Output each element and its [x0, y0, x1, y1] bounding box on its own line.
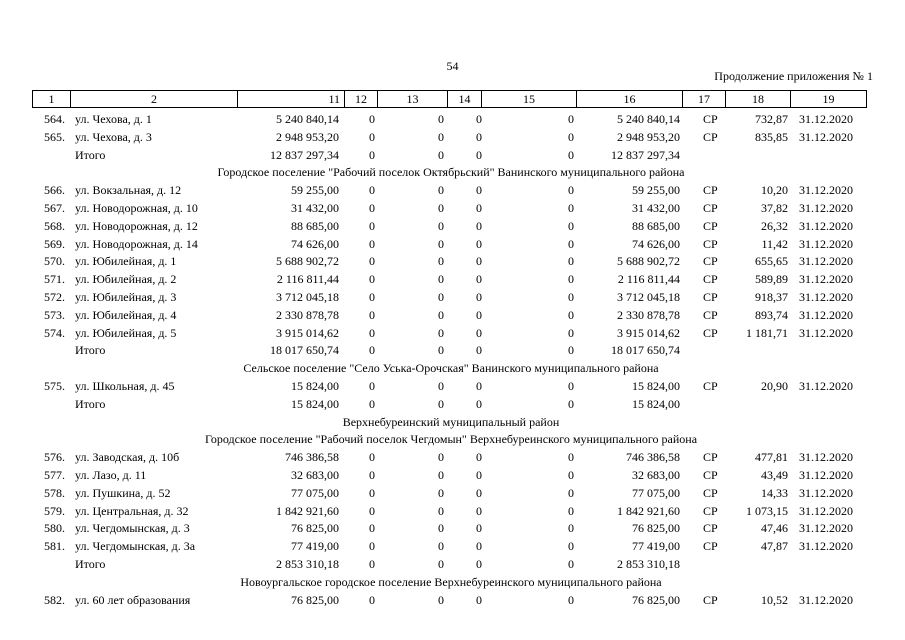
section-heading: Городское поселение "Рабочий поселок Чегдомын" Верхнебуреинского муниципального района: [204, 432, 698, 447]
col14-cell: 0: [476, 503, 482, 518]
col19-cell: 31.12.2020: [799, 378, 853, 393]
col16-cell: 2 116 811,44: [617, 272, 680, 287]
col11-cell: 746 386,58: [285, 450, 339, 465]
row-number: 573.: [44, 307, 65, 322]
col12-cell: 0: [369, 147, 375, 162]
section-heading-row: [32, 431, 870, 449]
col18-cell: 10,20: [761, 183, 788, 198]
col16-cell: 1 842 921,60: [617, 503, 680, 518]
address-cell: Итого: [75, 343, 106, 358]
col15-cell: 0: [568, 289, 574, 304]
address-cell: ул. Юбилейная, д. 1: [75, 254, 177, 269]
col19-cell: 31.12.2020: [799, 236, 853, 251]
col14-cell: 0: [476, 129, 482, 144]
address-cell: Итого: [75, 396, 106, 411]
col19-cell: 31.12.2020: [799, 289, 853, 304]
col13-cell: 0: [438, 129, 444, 144]
col14-cell: 0: [476, 200, 482, 215]
col19-cell: 31.12.2020: [799, 218, 853, 233]
col12-cell: 0: [369, 592, 375, 607]
col16-cell: 76 825,00: [632, 592, 680, 607]
col13-cell: 0: [438, 218, 444, 233]
col16-cell: 77 075,00: [632, 485, 680, 500]
col12-cell: 0: [369, 450, 375, 465]
col11-cell: 88 685,00: [291, 218, 339, 233]
col13-cell: 0: [438, 289, 444, 304]
col17-cell: СР: [703, 450, 718, 465]
table-row: [32, 111, 870, 129]
column-header: 14: [448, 91, 482, 108]
address-cell: ул. Юбилейная, д. 2: [75, 272, 177, 287]
col13-cell: 0: [438, 378, 444, 393]
total-row: [32, 556, 870, 574]
col14-cell: 0: [476, 450, 482, 465]
col16-cell: 15 824,00: [632, 378, 680, 393]
table-row: [32, 538, 870, 556]
col12-cell: 0: [369, 503, 375, 518]
col12-cell: 0: [369, 378, 375, 393]
column-header-row: [33, 91, 867, 108]
row-number: 582.: [44, 592, 65, 607]
table-row: [32, 129, 870, 147]
col13-cell: 0: [438, 254, 444, 269]
col18-cell: 655,65: [755, 254, 788, 269]
col12-cell: 0: [369, 556, 375, 571]
col18-cell: 37,82: [761, 200, 788, 215]
col16-cell: 74 626,00: [632, 236, 680, 251]
row-number: 566.: [44, 183, 65, 198]
table-row: [32, 592, 870, 610]
col18-cell: 835,85: [755, 129, 788, 144]
col11-cell: 32 683,00: [291, 467, 339, 482]
col13-cell: 0: [438, 503, 444, 518]
col16-cell: 18 017 650,74: [611, 343, 680, 358]
col11-cell: 2 116 811,44: [276, 272, 339, 287]
col19-cell: 31.12.2020: [799, 503, 853, 518]
col18-cell: 477,81: [755, 450, 788, 465]
total-row: [32, 396, 870, 414]
col17-cell: СР: [703, 521, 718, 536]
col15-cell: 0: [568, 325, 574, 340]
table-row: [32, 236, 870, 254]
col17-cell: СР: [703, 200, 718, 215]
col11-cell: 74 626,00: [291, 236, 339, 251]
address-cell: ул. Новодорожная, д. 10: [75, 200, 198, 215]
address-cell: ул. Школьная, д. 45: [75, 378, 175, 393]
col17-cell: СР: [703, 272, 718, 287]
col15-cell: 0: [568, 521, 574, 536]
col11-cell: 5 688 902,72: [276, 254, 339, 269]
col17-cell: СР: [703, 467, 718, 482]
col16-cell: 2 948 953,20: [617, 129, 680, 144]
col12-cell: 0: [369, 521, 375, 536]
column-header: 16: [577, 91, 683, 108]
col16-cell: 77 419,00: [632, 539, 680, 554]
address-cell: ул. Вокзальная, д. 12: [75, 183, 182, 198]
table-row: [32, 520, 870, 538]
col14-cell: 0: [476, 467, 482, 482]
col19-cell: 31.12.2020: [799, 467, 853, 482]
col15-cell: 0: [568, 539, 574, 554]
table-row: [32, 503, 870, 521]
col13-cell: 0: [438, 539, 444, 554]
address-cell: ул. Чехова, д. 1: [75, 112, 152, 126]
column-header: 11: [238, 91, 345, 108]
col15-cell: 0: [568, 200, 574, 215]
address-cell: ул. Новодорожная, д. 14: [75, 236, 198, 251]
col14-cell: 0: [476, 556, 482, 571]
total-row: [32, 342, 870, 360]
table-row: [32, 271, 870, 289]
col13-cell: 0: [438, 236, 444, 251]
col13-cell: 0: [438, 112, 444, 126]
address-cell: ул. Новодорожная, д. 12: [75, 218, 198, 233]
page-number: 54: [446, 59, 459, 73]
col18-cell: 47,46: [761, 521, 788, 536]
section-heading-row: [32, 414, 870, 432]
col14-cell: 0: [476, 378, 482, 393]
table-row: [32, 449, 870, 467]
col13-cell: 0: [438, 556, 444, 571]
column-header: 13: [378, 91, 448, 108]
col13-cell: 0: [438, 521, 444, 536]
col13-cell: 0: [438, 396, 444, 411]
address-cell: ул. Пушкина, д. 52: [75, 485, 171, 500]
col18-cell: 589,89: [755, 272, 788, 287]
col13-cell: 0: [438, 200, 444, 215]
column-header: 17: [683, 91, 726, 108]
col12-cell: 0: [369, 307, 375, 322]
col16-cell: 3 712 045,18: [617, 289, 680, 304]
col11-cell: 76 825,00: [291, 521, 339, 536]
column-header: 18: [726, 91, 791, 108]
col18-cell: 11,42: [761, 236, 788, 251]
col17-cell: СР: [703, 183, 718, 198]
col14-cell: 0: [476, 521, 482, 536]
col13-cell: 0: [438, 485, 444, 500]
section-heading-row: [32, 360, 870, 378]
col19-cell: 31.12.2020: [799, 539, 853, 554]
col19-cell: 31.12.2020: [799, 592, 853, 607]
col13-cell: 0: [438, 450, 444, 465]
col15-cell: 0: [568, 183, 574, 198]
row-number: 572.: [44, 289, 65, 304]
col14-cell: 0: [476, 307, 482, 322]
col11-cell: 77 075,00: [291, 485, 339, 500]
col12-cell: 0: [369, 272, 375, 287]
col19-cell: 31.12.2020: [799, 521, 853, 536]
address-cell: ул. Лазо, д. 11: [75, 467, 147, 482]
col15-cell: 0: [568, 485, 574, 500]
section-heading-row: [32, 164, 870, 182]
col12-cell: 0: [369, 200, 375, 215]
col17-cell: СР: [703, 236, 718, 251]
address-cell: ул. Чегдомынская, д. 3а: [75, 539, 196, 554]
col19-cell: 31.12.2020: [799, 325, 853, 340]
col12-cell: 0: [369, 485, 375, 500]
column-header: 2: [71, 91, 238, 108]
row-number: 565.: [44, 129, 65, 144]
table-row: [32, 218, 870, 236]
row-number: 568.: [44, 218, 65, 233]
col19-cell: 31.12.2020: [799, 112, 853, 126]
col11-cell: 31 432,00: [291, 200, 339, 215]
col11-cell: 3 712 045,18: [276, 289, 339, 304]
col17-cell: СР: [703, 485, 718, 500]
col11-cell: 76 825,00: [291, 592, 339, 607]
col17-cell: СР: [703, 592, 718, 607]
col13-cell: 0: [438, 147, 444, 162]
table-row: [32, 378, 870, 396]
col16-cell: 88 685,00: [632, 218, 680, 233]
col18-cell: 893,74: [755, 307, 788, 322]
col14-cell: 0: [476, 183, 482, 198]
col11-cell: 59 255,00: [291, 183, 339, 198]
col14-cell: 0: [476, 396, 482, 411]
col11-cell: 18 017 650,74: [270, 343, 339, 358]
row-number: 571.: [44, 272, 65, 287]
col14-cell: 0: [476, 147, 482, 162]
address-cell: ул. Юбилейная, д. 5: [75, 325, 177, 340]
row-number: 580.: [44, 521, 65, 536]
col17-cell: СР: [703, 254, 718, 269]
col15-cell: 0: [568, 343, 574, 358]
table-row: [32, 253, 870, 271]
col11-cell: 3 915 014,62: [276, 325, 339, 340]
col17-cell: СР: [703, 307, 718, 322]
row-number: 569.: [44, 236, 65, 251]
col18-cell: 47,87: [761, 539, 788, 554]
row-number: 579.: [44, 503, 65, 518]
col13-cell: 0: [438, 467, 444, 482]
col17-cell: СР: [703, 129, 718, 144]
col14-cell: 0: [476, 592, 482, 607]
col16-cell: 59 255,00: [632, 183, 680, 198]
col11-cell: 15 824,00: [291, 378, 339, 393]
col14-cell: 0: [476, 112, 482, 126]
col13-cell: 0: [438, 307, 444, 322]
address-cell: Итого: [75, 556, 106, 571]
col14-cell: 0: [476, 539, 482, 554]
col19-cell: 31.12.2020: [799, 254, 853, 269]
column-header: 12: [345, 91, 378, 108]
col16-cell: 5 688 902,72: [617, 254, 680, 269]
address-cell: ул. Заводская, д. 10б: [75, 450, 180, 465]
col16-cell: 3 915 014,62: [617, 325, 680, 340]
col14-cell: 0: [476, 485, 482, 500]
col13-cell: 0: [438, 325, 444, 340]
col18-cell: 732,87: [755, 112, 788, 126]
col15-cell: 0: [568, 396, 574, 411]
col16-cell: 12 837 297,34: [611, 147, 680, 162]
col16-cell: 2 853 310,18: [617, 556, 680, 571]
address-cell: ул. Юбилейная, д. 4: [75, 307, 177, 322]
table-row: [32, 307, 870, 325]
row-number: 570.: [44, 254, 65, 269]
col13-cell: 0: [438, 183, 444, 198]
col15-cell: 0: [568, 503, 574, 518]
col15-cell: 0: [568, 218, 574, 233]
col11-cell: 12 837 297,34: [270, 147, 339, 162]
column-header: 19: [791, 91, 867, 108]
col18-cell: 10,52: [761, 592, 788, 607]
row-number: 567.: [44, 200, 65, 215]
col11-cell: 2 853 310,18: [276, 556, 339, 571]
col17-cell: СР: [703, 503, 718, 518]
col12-cell: 0: [369, 343, 375, 358]
row-number: 564.: [44, 112, 65, 126]
section-heading: Новоургальское городское поселение Верхнебуреинского муниципального района: [240, 574, 662, 589]
col16-cell: 5 240 840,14: [617, 112, 680, 126]
col19-cell: 31.12.2020: [799, 450, 853, 465]
table-row: [32, 325, 870, 343]
col11-cell: 5 240 840,14: [276, 112, 339, 126]
section-heading: Городское поселение "Рабочий поселок Октябрьский" Ванинского муниципального района: [217, 165, 685, 180]
col18-cell: 1 073,15: [746, 503, 788, 518]
table-row: [32, 182, 870, 200]
row-number: 574.: [44, 325, 65, 340]
column-header-table: [32, 90, 867, 108]
col12-cell: 0: [369, 254, 375, 269]
col12-cell: 0: [369, 467, 375, 482]
col15-cell: 0: [568, 236, 574, 251]
col18-cell: 20,90: [761, 378, 788, 393]
col18-cell: 918,37: [755, 289, 788, 304]
address-cell: Итого: [75, 147, 106, 162]
col14-cell: 0: [476, 254, 482, 269]
row-number: 575.: [44, 378, 65, 393]
section-heading: Сельское поселение "Село Уська-Орочская" Ванинского муниципального района: [243, 361, 659, 376]
col19-cell: 31.12.2020: [799, 200, 853, 215]
row-number: 581.: [44, 539, 65, 554]
col15-cell: 0: [568, 450, 574, 465]
col14-cell: 0: [476, 272, 482, 287]
continuation-note: Продолжение приложения № 1: [714, 69, 873, 83]
col12-cell: 0: [369, 396, 375, 411]
col12-cell: 0: [369, 218, 375, 233]
col18-cell: 26,32: [761, 218, 788, 233]
col12-cell: 0: [369, 539, 375, 554]
col17-cell: СР: [703, 289, 718, 304]
col14-cell: 0: [476, 289, 482, 304]
col11-cell: 77 419,00: [291, 539, 339, 554]
col12-cell: 0: [369, 183, 375, 198]
col16-cell: 76 825,00: [632, 521, 680, 536]
col15-cell: 0: [568, 378, 574, 393]
col13-cell: 0: [438, 592, 444, 607]
col14-cell: 0: [476, 218, 482, 233]
col12-cell: 0: [369, 236, 375, 251]
col15-cell: 0: [568, 129, 574, 144]
section-heading: Верхнебуреинский муниципальный район: [342, 414, 560, 429]
table-row: [32, 289, 870, 307]
col13-cell: 0: [438, 343, 444, 358]
col18-cell: 14,33: [761, 485, 788, 500]
row-number: 577.: [44, 467, 65, 482]
table-row: [32, 485, 870, 503]
col18-cell: 43,49: [761, 467, 788, 482]
col15-cell: 0: [568, 272, 574, 287]
col15-cell: 0: [568, 467, 574, 482]
col11-cell: 2 948 953,20: [276, 129, 339, 144]
section-heading-row: [32, 574, 870, 592]
col15-cell: 0: [568, 556, 574, 571]
col19-cell: 31.12.2020: [799, 485, 853, 500]
total-row: [32, 147, 870, 165]
table-row: [32, 200, 870, 218]
address-cell: ул. Чегдомынская, д. 3: [75, 521, 190, 536]
col12-cell: 0: [369, 289, 375, 304]
col12-cell: 0: [369, 129, 375, 144]
col19-cell: 31.12.2020: [799, 307, 853, 322]
col16-cell: 31 432,00: [632, 200, 680, 215]
col17-cell: СР: [703, 378, 718, 393]
col12-cell: 0: [369, 325, 375, 340]
col11-cell: 1 842 921,60: [276, 503, 339, 518]
col11-cell: 15 824,00: [291, 396, 339, 411]
col15-cell: 0: [568, 592, 574, 607]
row-number: 578.: [44, 485, 65, 500]
col17-cell: СР: [703, 539, 718, 554]
table-body: [32, 111, 870, 609]
col14-cell: 0: [476, 343, 482, 358]
col15-cell: 0: [568, 112, 574, 126]
table-row: [32, 467, 870, 485]
col14-cell: 0: [476, 236, 482, 251]
address-cell: ул. Центральная, д. 32: [75, 503, 189, 518]
col15-cell: 0: [568, 307, 574, 322]
column-header: 15: [482, 91, 577, 108]
col13-cell: 0: [438, 272, 444, 287]
col18-cell: 1 181,71: [746, 325, 788, 340]
col17-cell: СР: [703, 325, 718, 340]
col12-cell: 0: [369, 112, 375, 126]
col16-cell: 2 330 878,78: [617, 307, 680, 322]
col17-cell: СР: [703, 112, 718, 126]
col14-cell: 0: [476, 325, 482, 340]
address-cell: ул. Юбилейная, д. 3: [75, 289, 177, 304]
col11-cell: 2 330 878,78: [276, 307, 339, 322]
address-cell: ул. Чехова, д. 3: [75, 129, 152, 144]
col16-cell: 746 386,58: [626, 450, 680, 465]
row-number: 576.: [44, 450, 65, 465]
col19-cell: 31.12.2020: [799, 129, 853, 144]
col16-cell: 15 824,00: [632, 396, 680, 411]
col15-cell: 0: [568, 147, 574, 162]
col19-cell: 31.12.2020: [799, 272, 853, 287]
col17-cell: СР: [703, 218, 718, 233]
col19-cell: 31.12.2020: [799, 183, 853, 198]
col16-cell: 32 683,00: [632, 467, 680, 482]
address-cell: ул. 60 лет образования: [75, 592, 191, 607]
col15-cell: 0: [568, 254, 574, 269]
column-header: 1: [33, 91, 71, 108]
